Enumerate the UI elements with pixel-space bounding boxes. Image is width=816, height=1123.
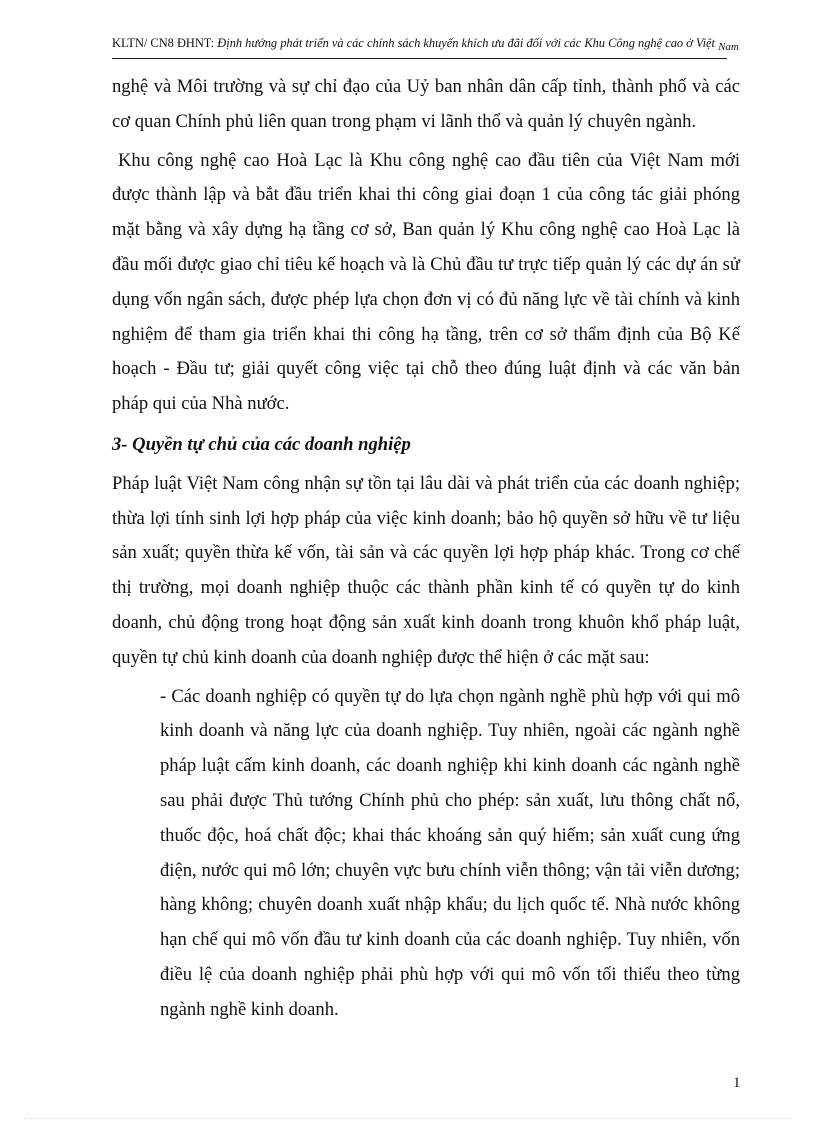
document-body bbox=[112, 70, 740, 1028]
header-document-title-tail: Nam bbox=[718, 41, 739, 53]
body-paragraph: Khu công nghệ cao Hoà Lạc là Khu công nghệ cao đầu tiên của Việt Nam mới được thành lập và bắt đầu triển khai thi công giai đoạn 1 của công tác giải phóng mặt bằng và xây dựng hạ tầng cơ sở, Ban quản lý Khu công nghệ cao Hoà Lạc là đầu mối được giao chỉ tiêu kế hoạch và là Chủ đầu tư trực tiếp quản lý các dự án sử dụng vốn ngân sách, được phép lựa chọn đơn vị có đủ năng lực về tài chính và kinh nghiệm để tham gia triển khai thi công hạ tầng, trên cơ sở thẩm định của Bộ Kế hoạch - Đầu tư; giải quyết công việc tại chỗ theo đúng luật định và các văn bản pháp qui của Nhà nước. bbox=[112, 149, 740, 415]
page-header bbox=[112, 36, 739, 59]
section-heading: 3- Quyền tự chủ của các doanh nghiệp bbox=[112, 433, 411, 455]
header-document-code: KLTN/ CN8 ĐHNT: bbox=[112, 36, 215, 50]
header-document-title: Định hướng phát triển và các chính sách khuyến khích ưu đãi đối với các Khu Công nghệ cao ở Việt bbox=[217, 36, 715, 50]
section-intro-paragraph: Pháp luật Việt Nam công nhận sự tồn tại lâu dài và phát triển của các doanh nghiệp; thừa lợi tính sinh lợi hợp pháp của việc kinh doanh; bảo hộ quyền sở hữu về tư liệu sản xuất; quyền thừa kế vốn, tài sản và các quyền lợi hợp pháp khác. Trong cơ chế thị trường, mọi doanh nghiệp thuộc các thành phần kinh tế có quyền tự do kinh doanh, chủ động trong hoạt động sản xuất kinh doanh trong khuôn khổ pháp luật, quyền tự chủ kinh doanh của doanh nghiệp được thể hiện ở các mặt sau: bbox=[112, 472, 740, 668]
body-paragraph: nghệ và Môi trường và sự chỉ đạo của Uỷ ban nhân dân cấp tỉnh, thành phố và các cơ quan Chính phủ liên quan trong phạm vi lãnh thổ và quản lý chuyên ngành. bbox=[112, 76, 740, 132]
page-number: 1 bbox=[733, 1075, 741, 1091]
page-bottom-rule bbox=[24, 1118, 792, 1119]
list-item: - Các doanh nghiệp có quyền tự do lựa chọn ngành nghề phù hợp với qui mô kinh doanh và năng lực của doanh nghiệp. Tuy nhiên, ngoài các ngành nghề pháp luật cấm kinh doanh, các doanh nghiệp khi kinh doanh các ngành nghề sau phải được Thủ tướng Chính phủ cho phép: sản xuất, lưu thông chất nổ, thuốc độc, hoá chất độc; khai thác khoáng sản quý hiếm; sản xuất cung ứng điện, nước qui mô lớn; chuyên vực bưu chính viễn thông; vận tải viễn dương; hàng không; chuyên doanh xuất nhập khẩu; du lịch quốc tế. Nhà nước không hạn chế qui mô vốn đầu tư kinh doanh của các doanh nghiệp. Tuy nhiên, vốn điều lệ của doanh nghiệp phải phù hợp với qui mô vốn tối thiểu theo từng ngành nghề kinh doanh. bbox=[160, 685, 740, 1020]
